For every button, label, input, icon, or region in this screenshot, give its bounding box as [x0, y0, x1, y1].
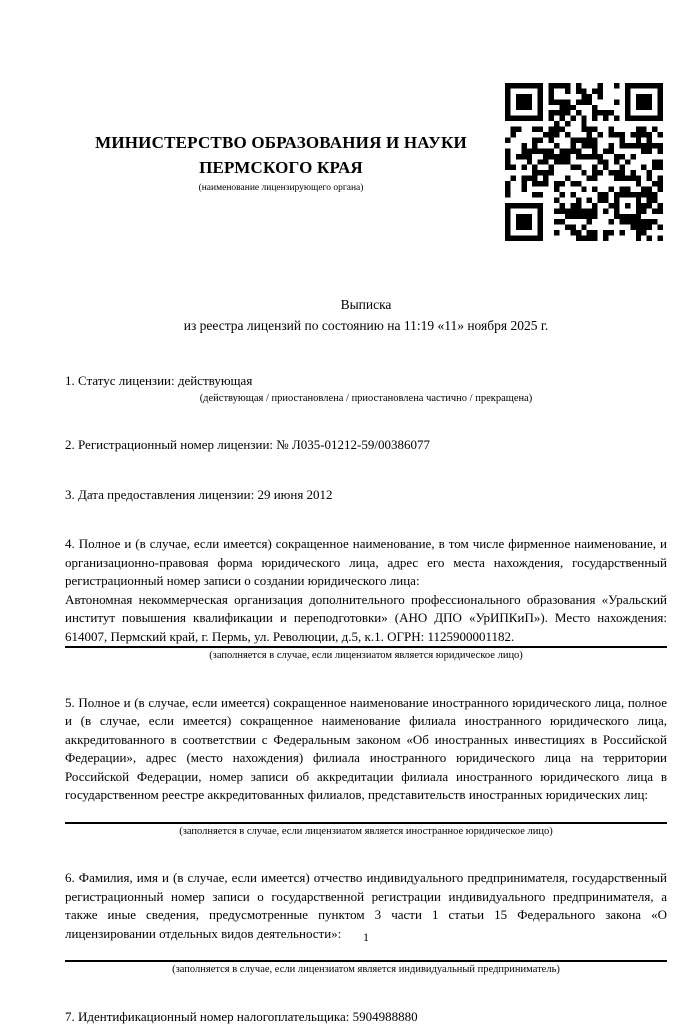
- ministry-name: [65, 130, 497, 180]
- license-item: [65, 1008, 667, 1026]
- item-text: 5. Полное и (в случае, если имеется) сокращенное наименование иностранного юридического лица, полное и (в случае, если имеется) сокращенное наименование филиала иностранного юридического лица, аккредитованного в соответствии с Федеральным законом «Об иностранных инвестициях в Российской Федерации», адрес (место нахождения) филиала иностранного юридического лица на территории Российской Федерации, номер записи об аккредитации филиала иностранного юридического лица в государственном реестре аккредитованных филиалов, представительств иностранных юридических лиц:: [65, 694, 667, 805]
- blank-fill-line: [65, 805, 667, 822]
- document-header: [65, 0, 667, 248]
- license-item: [65, 694, 667, 839]
- document-title: [65, 294, 667, 336]
- license-item: [65, 372, 667, 405]
- licensing-authority-block: [65, 130, 497, 193]
- fill-in-rule: [65, 822, 667, 824]
- fill-in-rule: [65, 646, 667, 648]
- document-title-line1: Выписка: [65, 294, 667, 315]
- ministry-name-line2: ПЕРМСКОГО КРАЯ: [65, 155, 497, 180]
- item-text: 1. Статус лицензии: действующая: [65, 372, 667, 391]
- item-text: 4. Полное и (в случае, если имеется) сокращенное наименование, в том числе фирменное наименование, и организационно-правовая форма юридического лица, адрес его места нахождения, государственный регистрационный номер записи о создании юридического лица:: [65, 535, 667, 591]
- ministry-name-line1: МИНИСТЕРСТВО ОБРАЗОВАНИЯ И НАУКИ: [65, 130, 497, 155]
- item-text: 6. Фамилия, имя и (в случае, если имеется) отчество индивидуального предпринимателя, государственный регистрационный номер записи о государственной регистрации индивидуального предпринимателя, а также иные сведения, предусмотренные пунктом 3 части 1 статьи 15 Федерального закона «О лицензировании отдельных видов деятельности»:: [65, 869, 667, 943]
- ministry-caption: (наименование лицензирующего органа): [65, 183, 497, 193]
- license-items: [65, 372, 667, 1026]
- item-caption: (заполняется в случае, если лицензиатом является юридическое лицо): [65, 649, 667, 663]
- license-item: [65, 436, 667, 455]
- qr-code-icon: [505, 83, 663, 241]
- item-text: 2. Регистрационный номер лицензии: № Л035-01212-59/00386077: [65, 436, 667, 455]
- blank-fill-line: [65, 943, 667, 960]
- fill-in-rule: [65, 960, 667, 962]
- item-text: 3. Дата предоставления лицензии: 29 июня 2012: [65, 486, 667, 505]
- item-caption: (заполняется в случае, если лицензиатом является индивидуальный предприниматель): [65, 963, 667, 977]
- item-text: 7. Идентификационный номер налогоплательщика: 5904988880: [65, 1008, 667, 1026]
- license-item: [65, 535, 667, 663]
- license-item: [65, 486, 667, 505]
- item-caption: (заполняется в случае, если лицензиатом является иностранное юридическое лицо): [65, 825, 667, 839]
- item-caption: (действующая / приостановлена / приостановлена частично / прекращена): [65, 392, 667, 406]
- item-value: Автономная некоммерческая организация дополнительного профессионального образования «Уральский институт повышения квалификации и переподготовки» (АНО ДПО «УрИПКиП»). Место нахождения: 614007, Пермский край, г. Пермь, ул. Революции, д.5, к.1. ОГРН: 1125900001182.: [65, 591, 667, 647]
- page-footer: [65, 930, 667, 945]
- page-number: 1: [363, 930, 369, 944]
- document-title-line2: из реестра лицензий по состоянию на 11:19 «11» ноября 2025 г.: [65, 315, 667, 336]
- license-item: [65, 869, 667, 977]
